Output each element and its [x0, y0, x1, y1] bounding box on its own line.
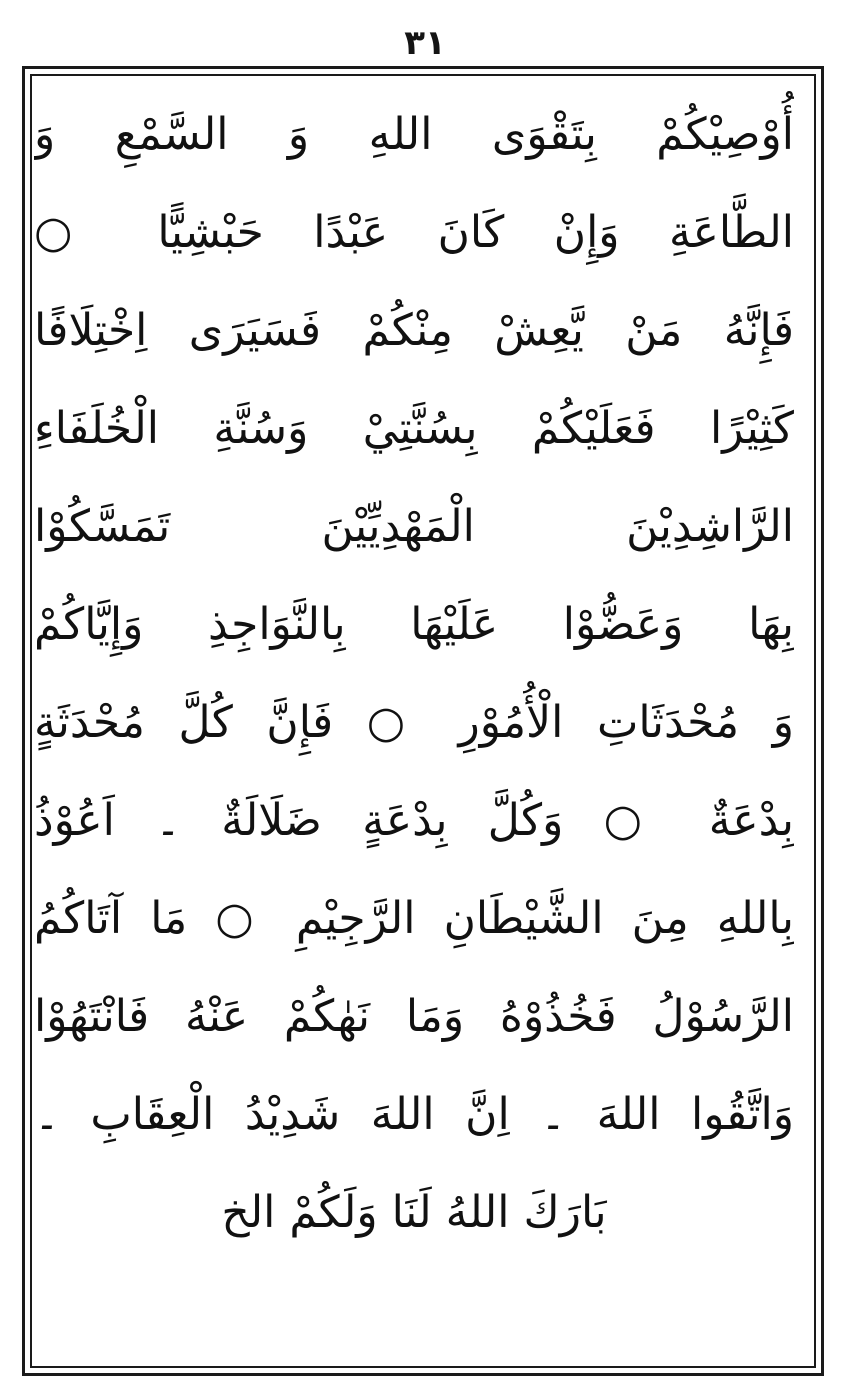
page-number: ۳۱ — [404, 23, 446, 63]
text-line-2: الطَّاعَةِ وَإِنْ كَانَ عَبْدًا حَبْشِيًّا ○ — [34, 207, 794, 258]
arabic-text-body — [34, 86, 794, 1366]
text-line-7: وَ مُحْدَثَاتِ الْأُمُوْرِ ○ فَإِنَّ كُلَّ مُحْدَثَةٍ — [34, 697, 794, 748]
text-line-3: فَإِنَّهُ مَنْ يَّعِشْ مِنْكُمْ فَسَيَرَى اِخْتِلَافًا — [34, 305, 794, 356]
text-line-9: بِاللهِ مِنَ الشَّيْطَانِ الرَّجِيْمِ ○ مَا آتَاكُمُ — [34, 893, 794, 944]
text-line-8: بِدْعَةٌ ○ وَكُلَّ بِدْعَةٍ ضَلَالَةٌ ۔ اَعُوْذُ — [34, 795, 794, 846]
text-line-10: الرَّسُوْلُ فَخُذُوْهُ وَمَا نَهٰكُمْ عَنْهُ فَانْتَهُوْا — [34, 991, 794, 1042]
text-line-4: كَثِيْرًا فَعَلَيْكُمْ بِسُنَّتِيْ وَسُنَّةِ الْخُلَفَاءِ — [34, 403, 794, 454]
text-line-11: وَاتَّقُوا اللهَ ۔ اِنَّ اللهَ شَدِيْدُ الْعِقَابِ ۔ — [34, 1089, 794, 1140]
text-line-1: أُوْصِيْكُمْ بِتَقْوَى اللهِ وَ السَّمْعِ وَ — [34, 109, 794, 160]
text-line-5: الرَّاشِدِيْنَ الْمَهْدِيِّيْنَ تَمَسَّكُوْا — [34, 501, 794, 552]
text-line-6: بِهَا وَعَضُّوْا عَلَيْهَا بِالنَّوَاجِذِ وَإِيَّاكُمْ — [34, 599, 794, 650]
text-line-12: بَارَكَ اللهُ لَنَا وَلَكُمْ الخ — [221, 1187, 607, 1238]
